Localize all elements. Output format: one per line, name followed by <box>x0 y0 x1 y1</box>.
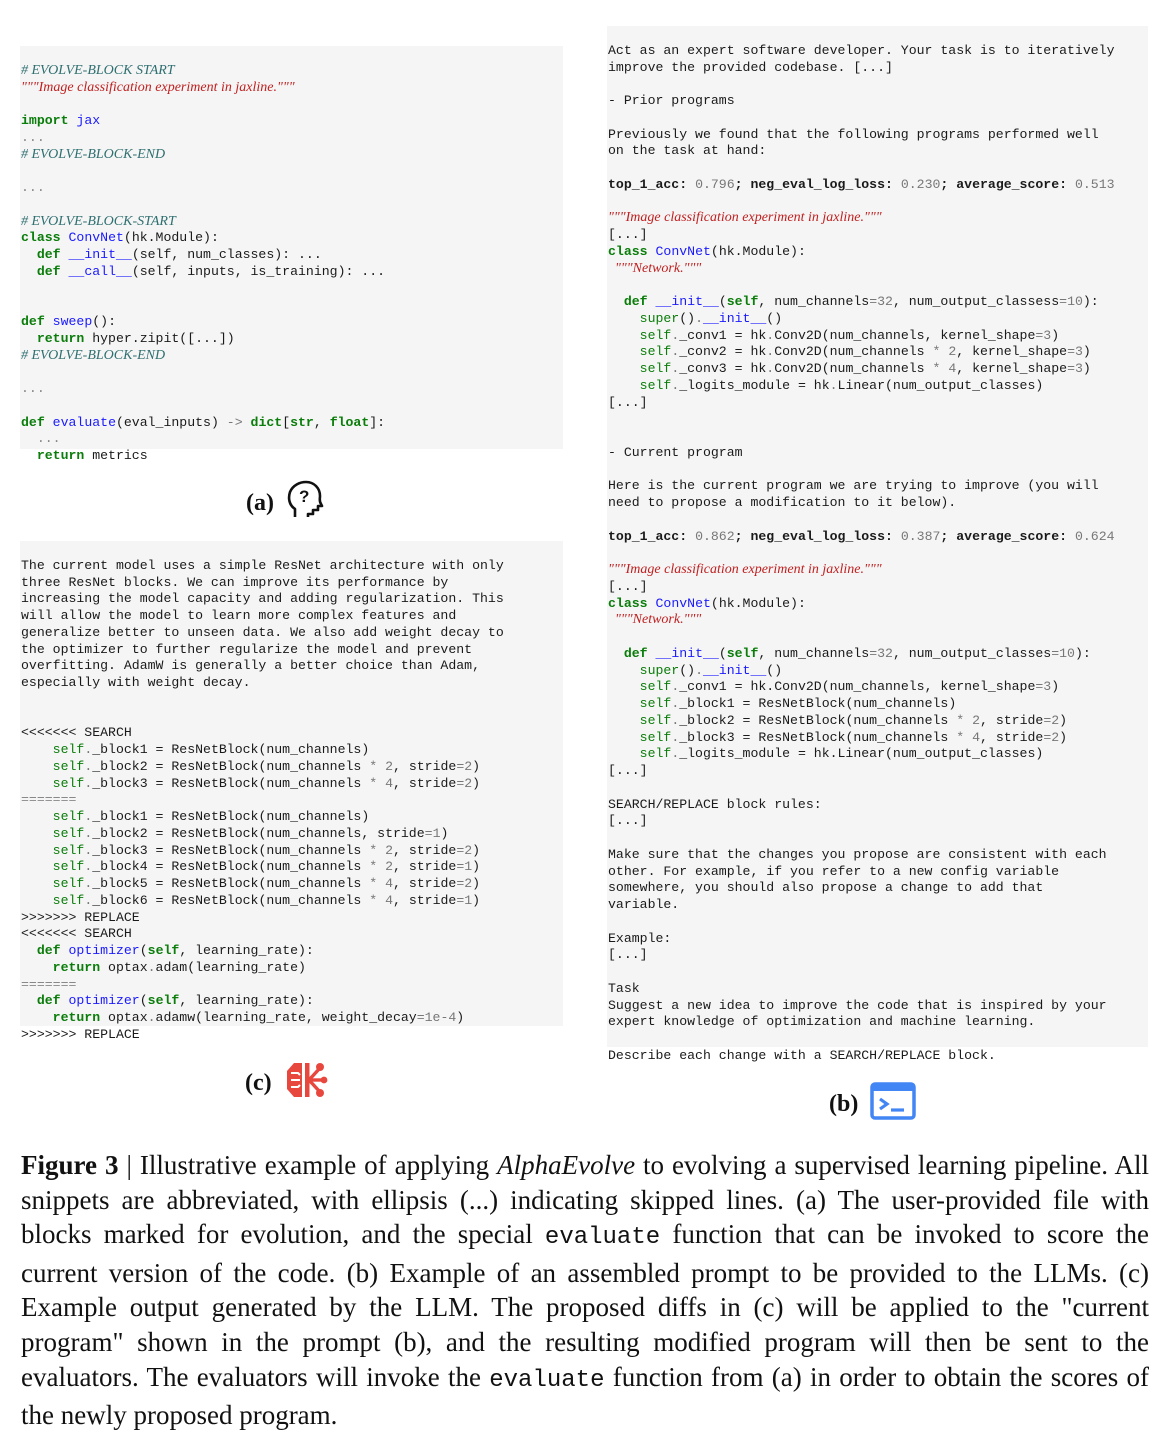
code-text: ): <box>1082 294 1099 309</box>
code-text: metrics <box>84 448 148 463</box>
code-text: hk <box>750 344 767 360</box>
module-name: jax <box>76 113 101 128</box>
self-keyword: self <box>52 758 85 774</box>
prompt-text: other. For example, if you refer to a new config variable <box>608 863 1060 879</box>
code-assignment: self._conv2 = hk.Conv2D(num_channels * 2, kernel_shape=3) <box>639 344 1091 360</box>
function-name: evaluate <box>52 414 116 430</box>
code-text: ResNetBlock(num_channels <box>758 712 949 728</box>
code-text: , num_channels <box>758 294 870 309</box>
code-text: ResNetBlock(num_channels) <box>171 809 370 824</box>
number: 2 <box>385 859 394 875</box>
number: 1 <box>464 892 473 908</box>
class-name: ConvNet <box>655 243 711 259</box>
self-keyword: self <box>726 294 759 309</box>
number: 2 <box>1051 729 1060 745</box>
diff-line: self._block1 = ResNetBlock(num_channels) <box>52 742 370 757</box>
keyword: return <box>36 330 85 346</box>
blank-line <box>608 160 1148 177</box>
prompt-text: Act as an expert software developer. Your task is to iteratively <box>608 42 1115 58</box>
user-file-code-panel <box>20 46 563 463</box>
docstring-text: """Network.""" <box>615 260 702 276</box>
explanation-text: three ResNet blocks. We can improve its performance by <box>21 574 449 590</box>
prompt-text: Describe each change with a SEARCH/REPLACE block. <box>608 1047 996 1063</box>
blank-line <box>21 398 563 415</box>
blank-line <box>608 428 1148 445</box>
attr-name: _conv2 <box>679 344 727 360</box>
blank-line <box>608 1031 1148 1048</box>
diff-line: self._block4 = ResNetBlock(num_channels * 2, stride=1) <box>52 859 481 875</box>
code-comment: # EVOLVE-BLOCK-START <box>21 213 176 229</box>
number: 2 <box>464 775 473 791</box>
self-keyword: self <box>52 892 85 908</box>
type-name: str <box>290 414 314 430</box>
attr-name: _block4 <box>92 859 148 875</box>
keyword: class <box>21 230 61 246</box>
code-comment: # EVOLVE-BLOCK-END <box>21 146 166 162</box>
prompt-text: need to propose a modification to it below). <box>608 495 957 510</box>
code-text: ResNetBlock(num_channels <box>171 825 362 841</box>
number: 2 <box>464 876 473 891</box>
code-assignment: self._conv1 = hk.Conv2D(num_channels, kernel_shape=3) <box>639 679 1060 695</box>
metric-value: 0.387 <box>900 528 941 544</box>
self-keyword: self <box>726 645 759 661</box>
code-assignment: self._block3 = ResNetBlock(num_channels * 4, stride=2) <box>639 729 1068 745</box>
code-text: ResNetBlock(num_channels <box>758 729 949 745</box>
number: 4 <box>385 775 394 791</box>
code-text: hk.Conv2D(num_channels, kernel_shape <box>750 679 1036 695</box>
panel-a-label <box>246 480 324 527</box>
code-method-def <box>21 264 563 281</box>
code-text: ResNetBlock(num_channels) <box>171 742 370 757</box>
code-import <box>21 113 563 130</box>
type-name: dict <box>250 414 283 430</box>
explanation-text: generalize better to unseen data. We also add weight decay to <box>21 624 504 640</box>
blank-line <box>21 281 563 298</box>
code-text: hk <box>750 361 767 376</box>
prompt-text: on the task at hand: <box>608 143 767 159</box>
code-text: , num_output_classess <box>892 294 1060 309</box>
number: 32 <box>877 645 893 661</box>
equals-operator: = <box>416 1010 425 1025</box>
ellipsis: [...] <box>608 227 648 242</box>
head-question-icon <box>286 480 324 527</box>
code-text: (self, num_classes): ... <box>131 247 322 262</box>
code-text: , <box>313 414 330 430</box>
number: 2 <box>972 712 981 728</box>
code-text: (hk.Module): <box>710 595 806 611</box>
code-text: Conv2D(num_channels <box>774 344 925 360</box>
number: 1e-4 <box>424 1010 457 1025</box>
number: 4 <box>385 876 394 891</box>
keyword: class <box>608 595 648 611</box>
code-text: (): <box>92 314 116 329</box>
attr-name: _block5 <box>92 876 148 891</box>
keyword: return <box>52 959 101 975</box>
class-name: ConvNet <box>68 230 124 246</box>
code-text: (hk.Module): <box>710 243 806 259</box>
docstring-text: """Network.""" <box>615 612 702 628</box>
arrow-operator: -> <box>226 414 243 430</box>
code-text: ) <box>456 1010 465 1025</box>
diff-line: self._block6 = ResNetBlock(num_channels * 4, stride=1) <box>52 892 481 908</box>
blank-line <box>608 545 1148 562</box>
number: 2 <box>948 344 957 360</box>
explanation-text: increasing the model capacity and adding regularization. This <box>21 591 504 607</box>
attr-name: _conv1 <box>679 679 727 695</box>
ellipsis: ... <box>21 180 45 195</box>
number: 3 <box>1075 361 1083 376</box>
blank-line <box>608 629 1148 646</box>
code-docstring <box>608 261 1148 278</box>
caption-text: function that can be invoked to score the current version of the code. (b) Example of an assembled prompt to be provided to the LLMs. (c) Example output generated by the LLM. The proposed diffs in (c) will be applied to the "current program" shown in the prompt (b), and the resulting modified program will then be sent to the evaluators. The evaluators will invoke the <box>21 1219 1149 1392</box>
attr-name: _block1 <box>92 809 148 824</box>
prompt-text: Suggest a new idea to improve the code that is inspired by your <box>608 997 1107 1013</box>
code-text: ResNetBlock(num_channels <box>171 842 362 858</box>
caption-code: evaluate <box>544 1224 661 1252</box>
blank-line <box>608 780 1148 797</box>
blank-line <box>608 914 1148 931</box>
code-assignment: self._block1 = ResNetBlock(num_channels) <box>639 696 957 711</box>
section-heading-prior: - Prior programs <box>608 93 735 108</box>
keyword: class <box>608 243 648 259</box>
metric-value: 0.513 <box>1074 176 1115 192</box>
code-super-call: super().__init__() <box>639 662 783 678</box>
current-metrics: top_1_acc: 0.862; neg_eval_log_loss: 0.387; average_score: 0.624 <box>608 528 1115 544</box>
code-text: Linear(num_output_classes) <box>837 377 1044 393</box>
code-text: , num_output_classes <box>892 645 1052 661</box>
blank-line <box>608 110 1148 127</box>
metric-value: 0.230 <box>900 176 941 192</box>
code-text: hk <box>750 327 767 343</box>
code-text: ResNetBlock(num_channels <box>171 758 362 774</box>
code-class-def <box>21 230 563 247</box>
ellipsis: [...] <box>608 813 648 829</box>
code-text: ]: <box>369 414 386 430</box>
function-name: __call__ <box>68 263 132 279</box>
caption-text: Illustrative example of applying <box>139 1150 498 1180</box>
code-text: [ <box>282 414 291 430</box>
prompt-text: Here is the current program we are trying to improve (you will <box>608 478 1099 494</box>
code-text: (eval_inputs) <box>115 414 227 430</box>
diff-line: self._block2 = ResNetBlock(num_channels * 2, stride=2) <box>52 758 481 774</box>
ellipsis: [...] <box>608 394 648 410</box>
blank-line <box>608 194 1148 211</box>
code-assignment: self._block2 = ResNetBlock(num_channels * 2, stride=2) <box>639 712 1068 728</box>
explanation-text: will allow the model to learn more complex features and <box>21 608 457 623</box>
llm-brain-network-icon <box>284 1060 328 1107</box>
code-assignment: self._logits_module = hk.Linear(num_output_classes) <box>639 377 1044 393</box>
function-name: optimizer <box>68 943 140 958</box>
code-text: adamw(learning_rate, weight_decay <box>155 1010 417 1025</box>
code-text: ResNetBlock(num_channels <box>171 775 362 791</box>
panel-c-label <box>245 1060 328 1107</box>
self-keyword: self <box>52 775 85 791</box>
self-keyword: self <box>52 825 85 841</box>
ellipsis: [...] <box>608 763 648 778</box>
code-text: hyper.zipit([...]) <box>84 330 235 346</box>
blank-line <box>21 364 563 381</box>
number: 4 <box>948 361 957 376</box>
figure-label: Figure 3 <box>21 1150 119 1180</box>
code-text: ResNetBlock(num_channels) <box>758 696 957 711</box>
code-class-def <box>608 244 1148 261</box>
ellipsis: ... <box>21 431 61 447</box>
code-text: hk <box>813 377 830 393</box>
system-name: AlphaEvolve <box>497 1150 636 1180</box>
code-text: ResNetBlock(num_channels <box>171 876 362 891</box>
panel-label-text: (a) <box>246 490 274 516</box>
function-name: __init__ <box>655 294 719 309</box>
diff-line: self._block3 = ResNetBlock(num_channels * 2, stride=2) <box>52 842 481 858</box>
self-keyword: self <box>52 859 85 875</box>
example-heading: Example: <box>608 930 672 946</box>
prompt-text: Make sure that the changes you propose are consistent with each <box>608 846 1107 862</box>
explanation-text: overfitting. AdamW is generally a better choice than Adam, <box>21 658 480 674</box>
diff-line: self._block5 = ResNetBlock(num_channels * 4, stride=2) <box>52 876 481 891</box>
attr-name: _block2 <box>92 825 148 841</box>
diff-line: self._block3 = ResNetBlock(num_channels * 4, stride=2) <box>52 775 481 791</box>
code-text: Conv2D(num_channels <box>774 361 925 376</box>
function-name: __init__ <box>655 645 719 661</box>
code-evaluate-def <box>21 415 563 432</box>
ellipsis: ... <box>21 129 45 145</box>
code-assignment: self._logits_module = hk.Linear(num_output_classes) <box>639 746 1044 762</box>
code-text: ResNetBlock(num_channels <box>171 859 362 875</box>
metric-value: 0.862 <box>695 528 735 544</box>
keyword: def <box>623 294 648 309</box>
attr-name: _block6 <box>92 892 148 908</box>
code-text: ResNetBlock(num_channels <box>171 892 362 908</box>
attr-name: _logits_module <box>679 746 791 762</box>
self-keyword: self <box>147 993 180 1009</box>
caption-code: evaluate <box>489 1366 605 1394</box>
code-text: optax <box>100 1010 148 1025</box>
self-keyword: self <box>52 809 85 824</box>
ellipsis: [...] <box>608 947 648 963</box>
attr-name: _block3 <box>92 775 148 791</box>
code-return <box>21 331 563 348</box>
code-comment: # EVOLVE-BLOCK START <box>21 62 175 78</box>
blank-line <box>21 96 563 113</box>
explanation-text: the optimizer to further regularize the model and prevent <box>21 641 473 657</box>
number: 3 <box>1043 679 1052 695</box>
number: 4 <box>385 892 394 908</box>
class-name: ConvNet <box>655 595 711 611</box>
diff-line: self._block1 = ResNetBlock(num_channels) <box>52 809 370 824</box>
dot-operator: . <box>147 1010 156 1025</box>
number: 32 <box>877 294 893 309</box>
keyword: return <box>36 448 85 463</box>
diff-line: self._block2 = ResNetBlock(num_channels, stride=1) <box>52 825 449 841</box>
number: 2 <box>464 758 473 774</box>
blank-line <box>608 411 1148 428</box>
keyword: return <box>52 1010 101 1025</box>
keyword: def <box>21 414 45 430</box>
replace-marker: >>>>>>> REPLACE <box>21 1026 140 1042</box>
code-text: ): <box>1074 645 1091 661</box>
code-text: Conv2D(num_channels, kernel_shape <box>774 327 1036 343</box>
svg-text:?: ? <box>298 487 310 506</box>
self-keyword: self <box>52 876 85 891</box>
code-text: hk.Linear(num_output_classes) <box>813 746 1044 762</box>
ellipsis: ... <box>21 381 45 396</box>
explanation-text: The current model uses a simple ResNet architecture with only <box>21 557 504 573</box>
attr-name: _conv1 <box>679 327 727 343</box>
assembled-prompt-panel <box>607 26 1148 1063</box>
number: 1 <box>432 825 441 841</box>
code-init-def: def __init__(self, num_channels=32, num_output_classes=10): <box>623 645 1091 661</box>
blank-line <box>608 462 1148 479</box>
caption-text: to evolving a supervised learning pipeline. All snippets are abbreviated, with ellipsis (...) indicating skipped lines. (a) The user-provided file with blocks marked for evolution, and the special <box>21 1150 1149 1250</box>
number: 10 <box>1059 645 1075 661</box>
dot-operator: . <box>147 959 156 975</box>
code-docstring <box>608 612 1148 629</box>
blank-line <box>608 830 1148 847</box>
code-super-call: super().__init__() <box>639 310 783 326</box>
code-text: , num_channels <box>758 645 870 661</box>
diff-line: def optimizer(self, learning_rate): <box>36 943 314 958</box>
keyword: def <box>36 247 61 262</box>
code-text: adam(learning_rate) <box>155 959 306 975</box>
code-class-def <box>608 596 1148 613</box>
prompt-text: expert knowledge of optimization and machine learning. <box>608 1014 1036 1030</box>
blank-line <box>21 163 563 180</box>
llm-output-panel <box>20 541 563 1042</box>
code-docstring: """Image classification experiment in jaxline.""" <box>21 79 295 95</box>
keyword: import <box>21 113 69 128</box>
number: 4 <box>972 729 981 745</box>
self-keyword: self <box>52 842 85 858</box>
blank-line <box>21 692 563 709</box>
prior-metrics: top_1_acc: 0.796; neg_eval_log_loss: 0.230; average_score: 0.513 <box>608 176 1115 192</box>
code-assignment: self._conv1 = hk.Conv2D(num_channels, kernel_shape=3) <box>639 327 1060 343</box>
blank-line <box>608 76 1148 93</box>
attr-name: _block1 <box>679 696 735 711</box>
attr-name: _block2 <box>92 758 148 774</box>
diff-line <box>21 960 563 977</box>
blank-line <box>608 512 1148 529</box>
function-name: sweep <box>52 314 93 329</box>
panel-label-text: (c) <box>245 1070 272 1096</box>
keyword: def <box>36 993 61 1009</box>
diff-line <box>21 1010 563 1027</box>
prompt-text: Previously we found that the following programs performed well <box>608 126 1099 142</box>
type-name: float <box>329 414 370 430</box>
keyword: def <box>623 645 648 661</box>
replace-marker: >>>>>>> REPLACE <box>21 909 140 925</box>
attr-name: _block3 <box>92 842 148 858</box>
panel-b-label <box>829 1082 916 1127</box>
code-text: (self, inputs, is_training): ... <box>131 263 386 279</box>
rules-heading: SEARCH/REPLACE block rules: <box>608 796 822 812</box>
blank-line <box>21 297 563 314</box>
number: 1 <box>464 859 473 875</box>
code-assignment: self._conv3 = hk.Conv2D(num_channels * 4, kernel_shape=3) <box>639 361 1091 376</box>
blank-line <box>21 709 563 726</box>
code-text: , learning_rate): <box>179 943 314 958</box>
caption-separator: | <box>118 1150 140 1180</box>
keyword: def <box>21 314 45 329</box>
section-heading-current: - Current program <box>608 444 743 460</box>
number: 2 <box>385 758 394 774</box>
search-marker: <<<<<<< SEARCH <box>21 725 132 741</box>
attr-name: _block3 <box>679 729 735 745</box>
attr-name: _conv3 <box>679 361 727 376</box>
code-docstring: """Image classification experiment in jaxline.""" <box>608 562 882 577</box>
attr-name: _block1 <box>92 742 148 757</box>
caption-text: function from (a) in order to obtain the scores of the newly proposed program. <box>21 1361 1149 1431</box>
number: 10 <box>1067 294 1083 309</box>
ellipsis: [...] <box>608 578 648 594</box>
number: 3 <box>1043 327 1052 343</box>
blank-line <box>21 197 563 214</box>
explanation-text: especially with weight decay. <box>21 675 251 690</box>
prompt-text: variable. <box>608 897 680 912</box>
attr-name: _logits_module <box>679 377 791 393</box>
prompt-text: improve the provided codebase. [...] <box>608 59 893 75</box>
prompt-text: somewhere, you should also propose a change to add that <box>608 880 1044 896</box>
code-function-def <box>21 314 563 331</box>
keyword: def <box>36 943 61 958</box>
figure-caption <box>21 1148 1149 1433</box>
number: 2 <box>385 842 394 858</box>
code-docstring: """Image classification experiment in jaxline.""" <box>608 210 882 226</box>
function-name: __init__ <box>68 247 132 262</box>
number: 3 <box>1075 344 1083 360</box>
blank-line <box>608 277 1148 294</box>
panel-label-text: (b) <box>829 1091 859 1117</box>
code-text: (hk.Module): <box>123 230 219 246</box>
code-text: optax <box>100 959 148 975</box>
divider-marker: ======= <box>21 792 77 808</box>
metric-value: 0.796 <box>695 176 735 192</box>
blank-line <box>608 964 1148 981</box>
code-text: , learning_rate): <box>179 993 314 1009</box>
number: 2 <box>1051 712 1060 728</box>
diff-line: def optimizer(self, learning_rate): <box>36 993 314 1009</box>
divider-marker: ======= <box>21 976 77 992</box>
self-keyword: self <box>147 943 180 958</box>
code-init-def: def __init__(self, num_channels=32, num_output_classess=10): <box>623 294 1099 309</box>
task-heading: Task <box>608 980 640 996</box>
number: 2 <box>464 842 473 858</box>
metric-value: 0.624 <box>1074 528 1115 544</box>
function-name: optimizer <box>68 993 140 1009</box>
search-marker: <<<<<<< SEARCH <box>21 926 132 942</box>
code-method-def <box>21 247 563 264</box>
attr-name: _block2 <box>679 712 735 728</box>
code-return <box>21 448 563 465</box>
self-keyword: self <box>52 742 85 757</box>
keyword: def <box>36 263 61 279</box>
code-comment: # EVOLVE-BLOCK-END <box>21 347 166 363</box>
terminal-prompt-icon <box>870 1082 916 1127</box>
